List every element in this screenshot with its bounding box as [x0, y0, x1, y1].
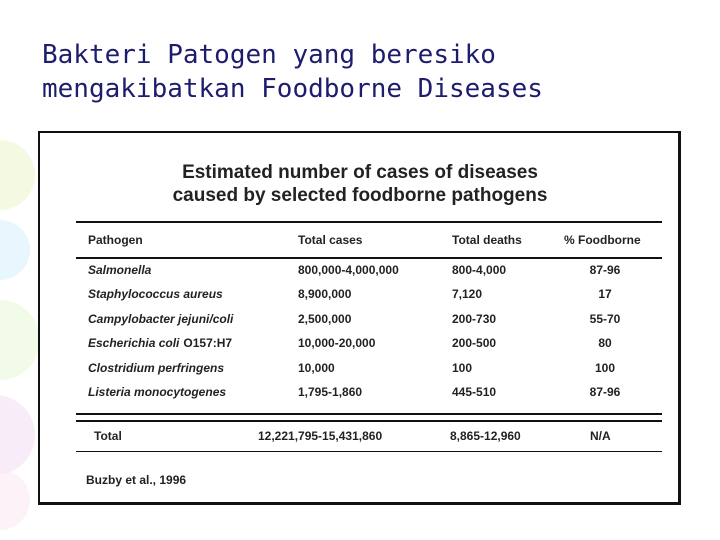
table-row	[40, 312, 680, 332]
pathogen-strain: O157:H7	[183, 336, 233, 350]
table-row	[40, 361, 680, 381]
pct-foodborne-cell: 17	[598, 287, 612, 301]
total-cases-cell: 8,900,000	[298, 287, 352, 301]
table-top-rule	[76, 221, 662, 223]
total-cases-cell: 10,000	[298, 361, 335, 375]
pct-foodborne-cell: 55-70	[589, 312, 621, 326]
table-row	[40, 385, 680, 405]
pathogen-cell	[88, 336, 232, 350]
pathogen-name: Escherichia coli	[88, 336, 180, 350]
total-deaths: 8,865-12,960	[450, 429, 521, 443]
decorative-blob	[0, 220, 30, 280]
total-rule	[76, 451, 662, 452]
pct-foodborne-cell: 87-96	[589, 385, 621, 399]
pathogen-name: Campylobacter jejuni/coli	[88, 312, 234, 326]
pathogen-name: Salmonella	[88, 263, 152, 277]
decorative-blob	[0, 470, 30, 530]
body-bottom-rule-2	[76, 420, 662, 422]
decorative-blob	[0, 300, 40, 380]
pct-foodborne-cell: 87-96	[589, 263, 621, 277]
pathogen-name: Staphylococcus aureus	[88, 287, 223, 301]
body-bottom-rule	[76, 413, 662, 415]
table-row	[40, 263, 680, 283]
header-rule	[76, 257, 662, 259]
table-row	[40, 287, 680, 307]
total-deaths-cell: 200-730	[452, 312, 497, 326]
pathogen-cell	[88, 361, 224, 375]
header-pct-foodborne: % Foodborne	[564, 233, 641, 247]
pct-foodborne-cell: 80	[598, 336, 612, 350]
total-cases-cell: 10,000-20,000	[298, 336, 376, 350]
total-cases-cell: 2,500,000	[298, 312, 352, 326]
total-label: Total	[94, 429, 122, 443]
pathogen-cell	[88, 263, 151, 277]
decorative-blob	[0, 140, 35, 210]
header-total-cases: Total cases	[298, 233, 363, 247]
pathogen-cell	[88, 385, 226, 399]
pathogen-name: Listeria monocytogenes	[88, 385, 227, 399]
slide-title: Bakteri Patogen yang beresiko mengakibatkan Foodborne Diseases	[42, 40, 543, 104]
header-total-deaths: Total deaths	[452, 233, 522, 247]
total-deaths-cell: 800-4,000	[452, 263, 507, 277]
total-deaths-cell: 445-510	[452, 385, 497, 399]
pathogen-cell	[88, 312, 233, 326]
table-caption-line-2: caused by selected foodborne pathogens	[172, 185, 548, 206]
total-cases-cell: 800,000-4,000,000	[298, 263, 399, 277]
decorative-blob	[0, 395, 35, 475]
total-deaths-cell: 100	[452, 361, 473, 375]
pct-foodborne-cell: 100	[594, 361, 616, 375]
header-pathogen: Pathogen	[88, 233, 143, 247]
total-deaths-cell: 200-500	[452, 336, 497, 350]
total-cases-cell: 1,795-1,860	[298, 385, 363, 399]
table-caption-line-1: Estimated number of cases of diseases	[182, 162, 538, 183]
total-deaths-cell: 7,120	[452, 287, 483, 301]
table-row	[40, 336, 680, 356]
total-row	[40, 429, 680, 449]
total-foodborne: N/A	[590, 429, 611, 443]
source-citation: Buzby et al., 1996	[86, 473, 187, 487]
pathogen-cell	[88, 287, 223, 301]
pathogen-table-figure	[38, 131, 681, 505]
total-cases: 12,221,795-15,431,860	[258, 429, 383, 443]
pathogen-name: Clostridium perfringens	[88, 361, 225, 375]
table-caption	[100, 161, 620, 207]
